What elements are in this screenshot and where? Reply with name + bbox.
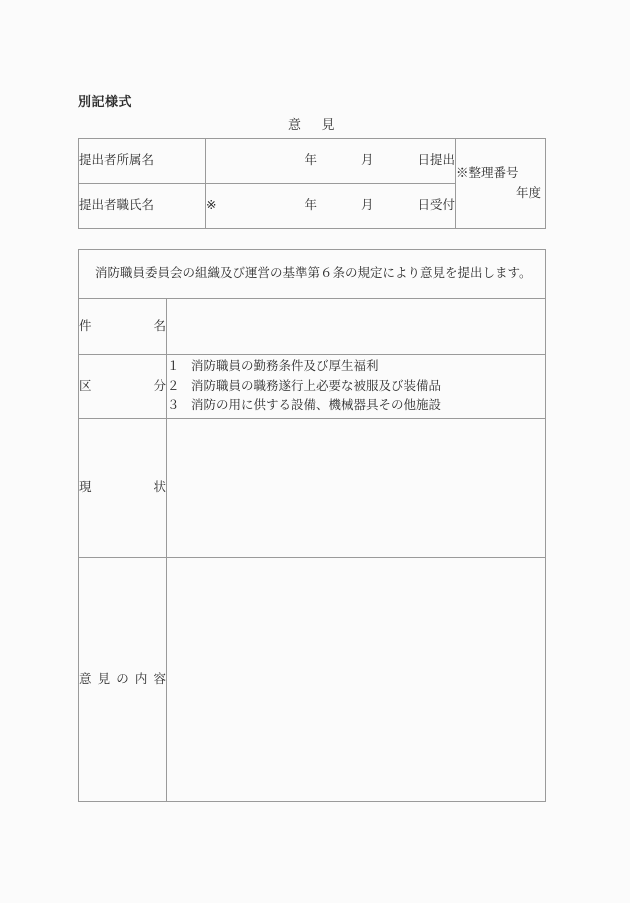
current-status-input[interactable]: [167, 419, 546, 558]
page-title: [78, 114, 545, 133]
table-row: [79, 299, 546, 355]
submitter-affiliation-label: 提出者所属名: [79, 139, 206, 184]
category-option-number: ３: [167, 398, 180, 413]
control-number-label: ※整理番号: [456, 166, 519, 181]
opinion-table: [78, 249, 546, 802]
table-row: [79, 250, 546, 299]
table-row: [79, 419, 546, 558]
opinion-content-label: 意見の内容: [79, 558, 167, 802]
list-item[interactable]: [167, 377, 545, 397]
category-option-label: 消防職員の勤務条件及び厚生福利: [191, 358, 379, 373]
page-title-char-2: 見: [321, 117, 336, 132]
opinion-content-input[interactable]: [167, 558, 546, 802]
current-status-label: 現状: [79, 419, 167, 558]
page-title-char-1: 意: [287, 117, 302, 132]
receipt-day-unit: 日受付: [417, 198, 455, 213]
control-number-cell[interactable]: [456, 139, 546, 229]
case-name-label: 件名: [79, 299, 167, 355]
submitter-table: [78, 138, 546, 229]
form-label: 別記様式: [78, 94, 133, 109]
submission-month-unit: 月: [360, 153, 374, 168]
category-label: 区分: [79, 355, 167, 419]
fiscal-year-label: 年度: [515, 185, 541, 200]
category-option-number: ２: [167, 378, 180, 393]
intro-text: 消防職員委員会の組織及び運営の基準第６条の規定により意見を提出します。: [95, 266, 532, 281]
category-option-number: １: [167, 358, 180, 373]
submitter-name-label: 提出者職氏名: [79, 184, 206, 229]
receipt-date-mark: ※: [206, 198, 217, 213]
category-options-cell[interactable]: [167, 355, 546, 419]
category-option-label: 消防の用に供する設備、機械器具その他施設: [191, 398, 442, 413]
category-option-list: [167, 357, 545, 416]
list-item[interactable]: [167, 357, 545, 377]
intro-statement: [79, 250, 546, 299]
list-item[interactable]: [167, 396, 545, 416]
table-row: [79, 355, 546, 419]
submission-year-unit: 年: [304, 153, 317, 168]
table-row: [79, 139, 546, 184]
case-name-input[interactable]: [167, 299, 546, 355]
category-option-label: 消防職員の職務遂行上必要な被服及び装備品: [191, 378, 442, 393]
receipt-date-field[interactable]: [206, 184, 456, 229]
table-row: [79, 558, 546, 802]
receipt-year-unit: 年: [304, 198, 317, 213]
submission-date-field[interactable]: [206, 139, 456, 184]
receipt-month-unit: 月: [360, 198, 374, 213]
submission-day-unit: 日提出: [417, 153, 455, 168]
